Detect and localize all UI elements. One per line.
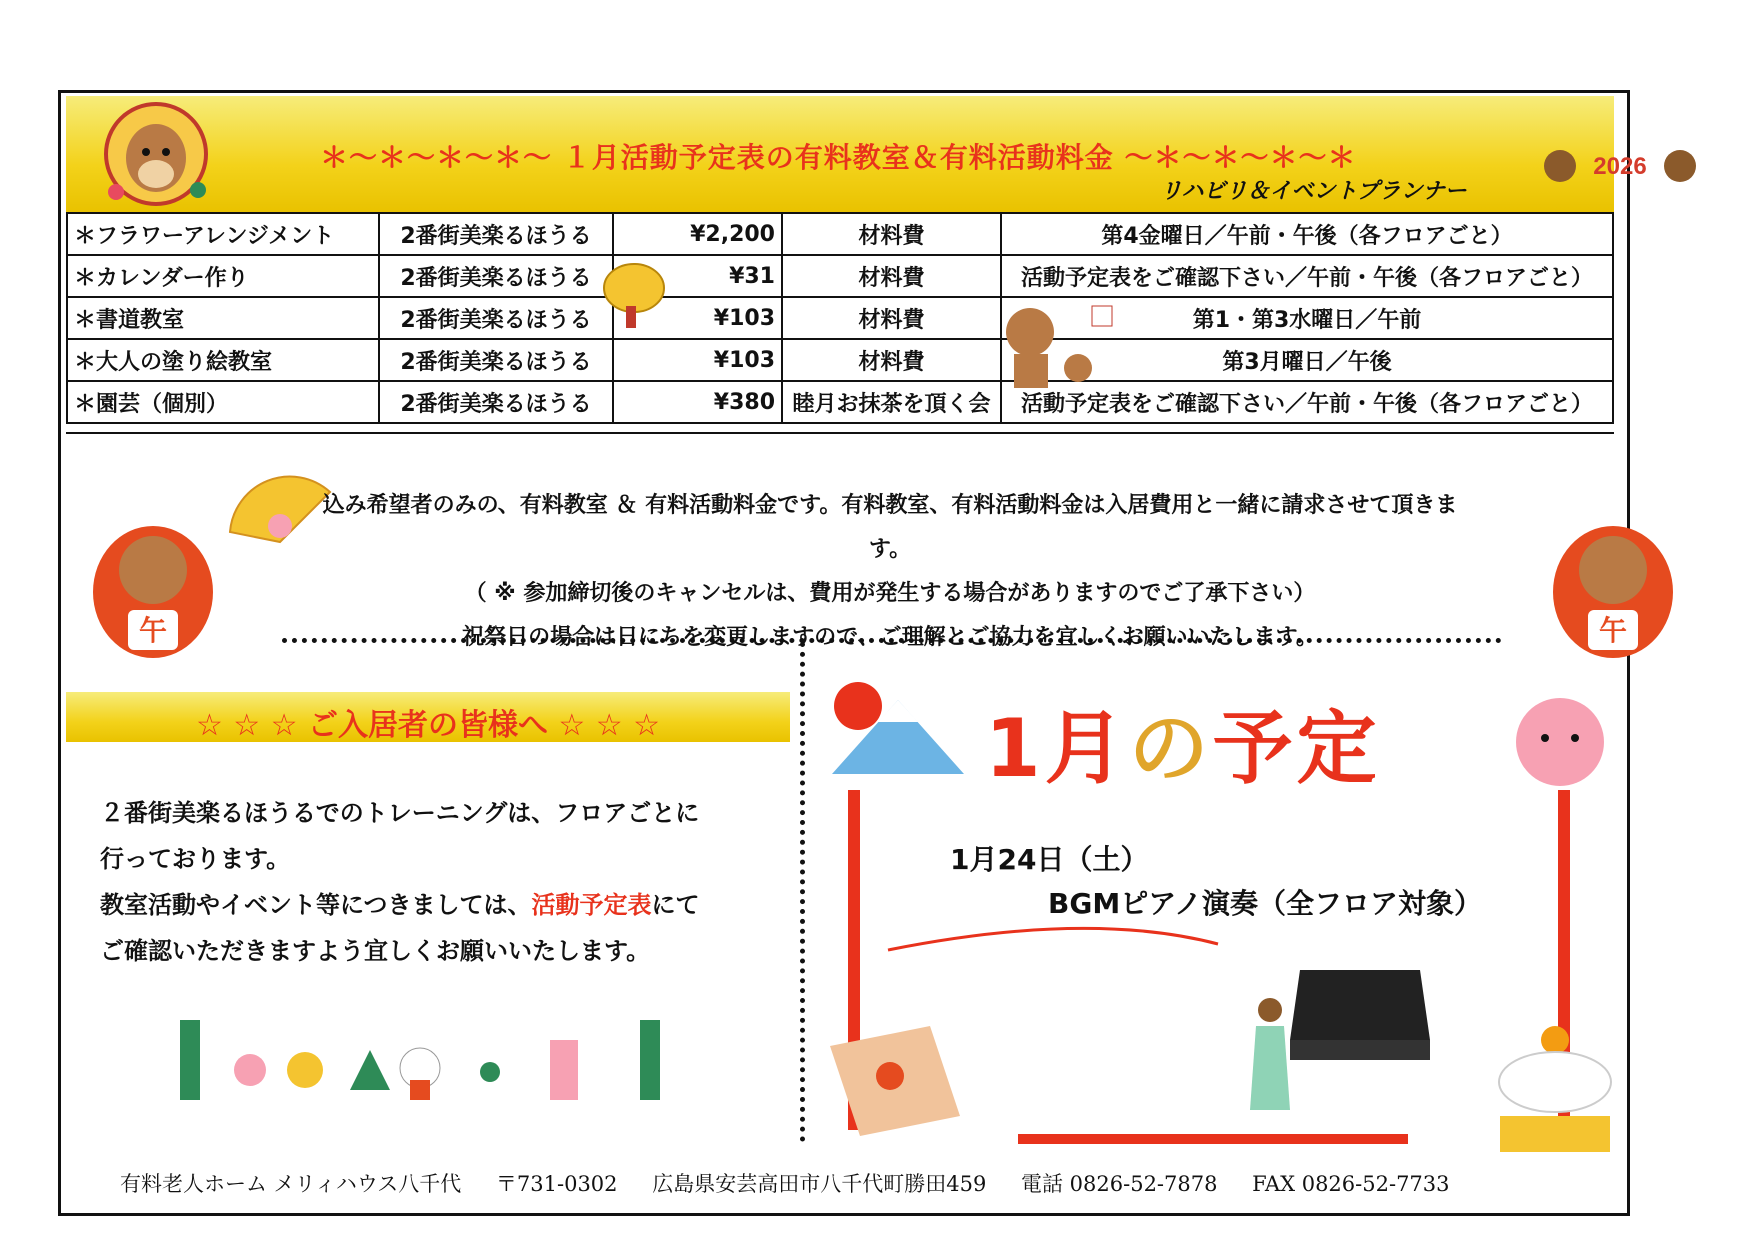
notice-line: （ ※ 参加締切後のキャンセルは、費用が発生する場合がありますのでご了承下さい） bbox=[464, 581, 1316, 606]
schedule-title-plan: 予定 bbox=[1212, 702, 1381, 795]
event-date: 1月24日（土） bbox=[950, 843, 1149, 876]
fee-price: ¥2,200 bbox=[613, 213, 782, 255]
fee-schedule: 活動予定表をご確認下さい／午前・午後（各フロアごと） bbox=[1001, 255, 1613, 297]
table-row bbox=[67, 297, 1613, 339]
fee-name: ＊園芸（個別） bbox=[67, 381, 379, 423]
fee-price: ¥103 bbox=[613, 297, 782, 339]
section-divider bbox=[66, 432, 1614, 434]
fee-name: ＊大人の塗り絵教室 bbox=[67, 339, 379, 381]
fee-schedule: 第1・第3水曜日／午前 bbox=[1001, 297, 1613, 339]
schedule-title bbox=[985, 684, 1381, 799]
dotted-divider-horizontal bbox=[282, 638, 1502, 643]
schedule-title-no: の bbox=[1128, 702, 1213, 795]
footer-fax: FAX 0826-52-7733 bbox=[1252, 1172, 1450, 1196]
fee-price: ¥103 bbox=[613, 339, 782, 381]
table-row bbox=[67, 381, 1613, 423]
footer-tel: 電話 0826-52-7878 bbox=[1021, 1172, 1218, 1196]
fee-place: 2番街美楽るほうる bbox=[379, 213, 613, 255]
horse-wreath-icon bbox=[86, 92, 226, 210]
fee-schedule: 第4金曜日／午前・午後（各フロアごと） bbox=[1001, 213, 1613, 255]
fee-kind: 材料費 bbox=[782, 297, 1001, 339]
footer bbox=[120, 1168, 1478, 1198]
notice-line: 込み希望者のみの、有料教室 ＆ 有料活動料金です。有料教室、有料活動料金は入居費用と一緒に請求させて頂きます。 bbox=[322, 493, 1458, 562]
fee-place: 2番街美楽るほうる bbox=[379, 381, 613, 423]
schedule-title-month: 1月 bbox=[985, 702, 1129, 795]
table-row bbox=[67, 339, 1613, 381]
new-year-decorations-icon bbox=[160, 1010, 680, 1110]
residents-line: ２番街美楽るほうるでのトレーニングは、フロアごとに bbox=[100, 799, 700, 827]
kagami-mochi-icon bbox=[1480, 1020, 1630, 1160]
residents-text: 教室活動やイベント等につきましては、 bbox=[100, 891, 532, 919]
fee-place: 2番街美楽るほうる bbox=[379, 297, 613, 339]
fee-kind: 睦月お抹茶を頂く会 bbox=[782, 381, 1001, 423]
fees-table bbox=[66, 212, 1614, 424]
horse-daruma-right-icon bbox=[1548, 512, 1678, 662]
fee-kind: 材料費 bbox=[782, 339, 1001, 381]
residents-title: ☆ ☆ ☆ ご入居者の皆様へ ☆ ☆ ☆ bbox=[195, 708, 661, 743]
table-row bbox=[67, 255, 1613, 297]
fee-name: ＊書道教室 bbox=[67, 297, 379, 339]
piano-player-icon bbox=[1220, 950, 1440, 1130]
residents-line: ご確認いただきますよう宜しくお願いいたします。 bbox=[100, 937, 651, 965]
lucky-mallet-icon bbox=[596, 250, 676, 340]
footer-address: 広島県安芸高田市八千代町勝田459 bbox=[652, 1172, 987, 1196]
dotted-divider-vertical bbox=[800, 642, 805, 1142]
fee-price: ¥380 bbox=[613, 381, 782, 423]
horse-family-icon bbox=[1000, 296, 1120, 396]
fee-name: ＊カレンダー作り bbox=[67, 255, 379, 297]
residents-line bbox=[100, 882, 760, 928]
daruma-char: 午 bbox=[138, 614, 168, 647]
residents-body bbox=[100, 790, 760, 974]
header-subtitle: リハビリ＆イベントプランナー bbox=[1160, 179, 1467, 204]
fee-place: 2番街美楽るほうる bbox=[379, 339, 613, 381]
residents-highlight: 活動予定表 bbox=[531, 891, 652, 919]
mount-fuji-sun-icon bbox=[828, 676, 968, 776]
residents-text: にて bbox=[651, 891, 700, 919]
year-badge: 2026 bbox=[1593, 153, 1647, 180]
fee-price: ¥31 bbox=[613, 255, 782, 297]
fee-place: 2番街美楽るほうる bbox=[379, 255, 613, 297]
battledore-icon bbox=[820, 1026, 970, 1156]
fee-kind: 材料費 bbox=[782, 213, 1001, 255]
residents-line: 行っております。 bbox=[100, 845, 291, 873]
plum-blossom-icon bbox=[1500, 690, 1620, 790]
notice-line: 祝祭日の場合は日にちを変更しますので、ご理解とご協力を宜しくお願いいたします。 bbox=[462, 625, 1318, 650]
fee-schedule: 第3月曜日／午後 bbox=[1001, 339, 1613, 381]
notice-text bbox=[320, 484, 1460, 660]
page-title: ＊～＊～＊～＊～ １月活動予定表の有料教室＆有料活動料金 ～＊～＊～＊～＊ bbox=[320, 141, 1357, 174]
table-row bbox=[67, 213, 1613, 255]
year-horses-icon bbox=[1540, 136, 1700, 192]
footer-facility-name: 有料老人ホーム メリィハウス八千代 bbox=[120, 1172, 462, 1196]
fee-name: ＊フラワーアレンジメント bbox=[67, 213, 379, 255]
daruma-char: 午 bbox=[1598, 614, 1628, 647]
fee-schedule: 活動予定表をご確認下さい／午前・午後（各フロアごと） bbox=[1001, 381, 1613, 423]
fee-kind: 材料費 bbox=[782, 255, 1001, 297]
horse-daruma-left-icon bbox=[88, 512, 218, 662]
event-title: BGMピアノ演奏（全フロア対象） bbox=[1048, 887, 1482, 920]
footer-postal: 〒731-0302 bbox=[495, 1172, 618, 1196]
